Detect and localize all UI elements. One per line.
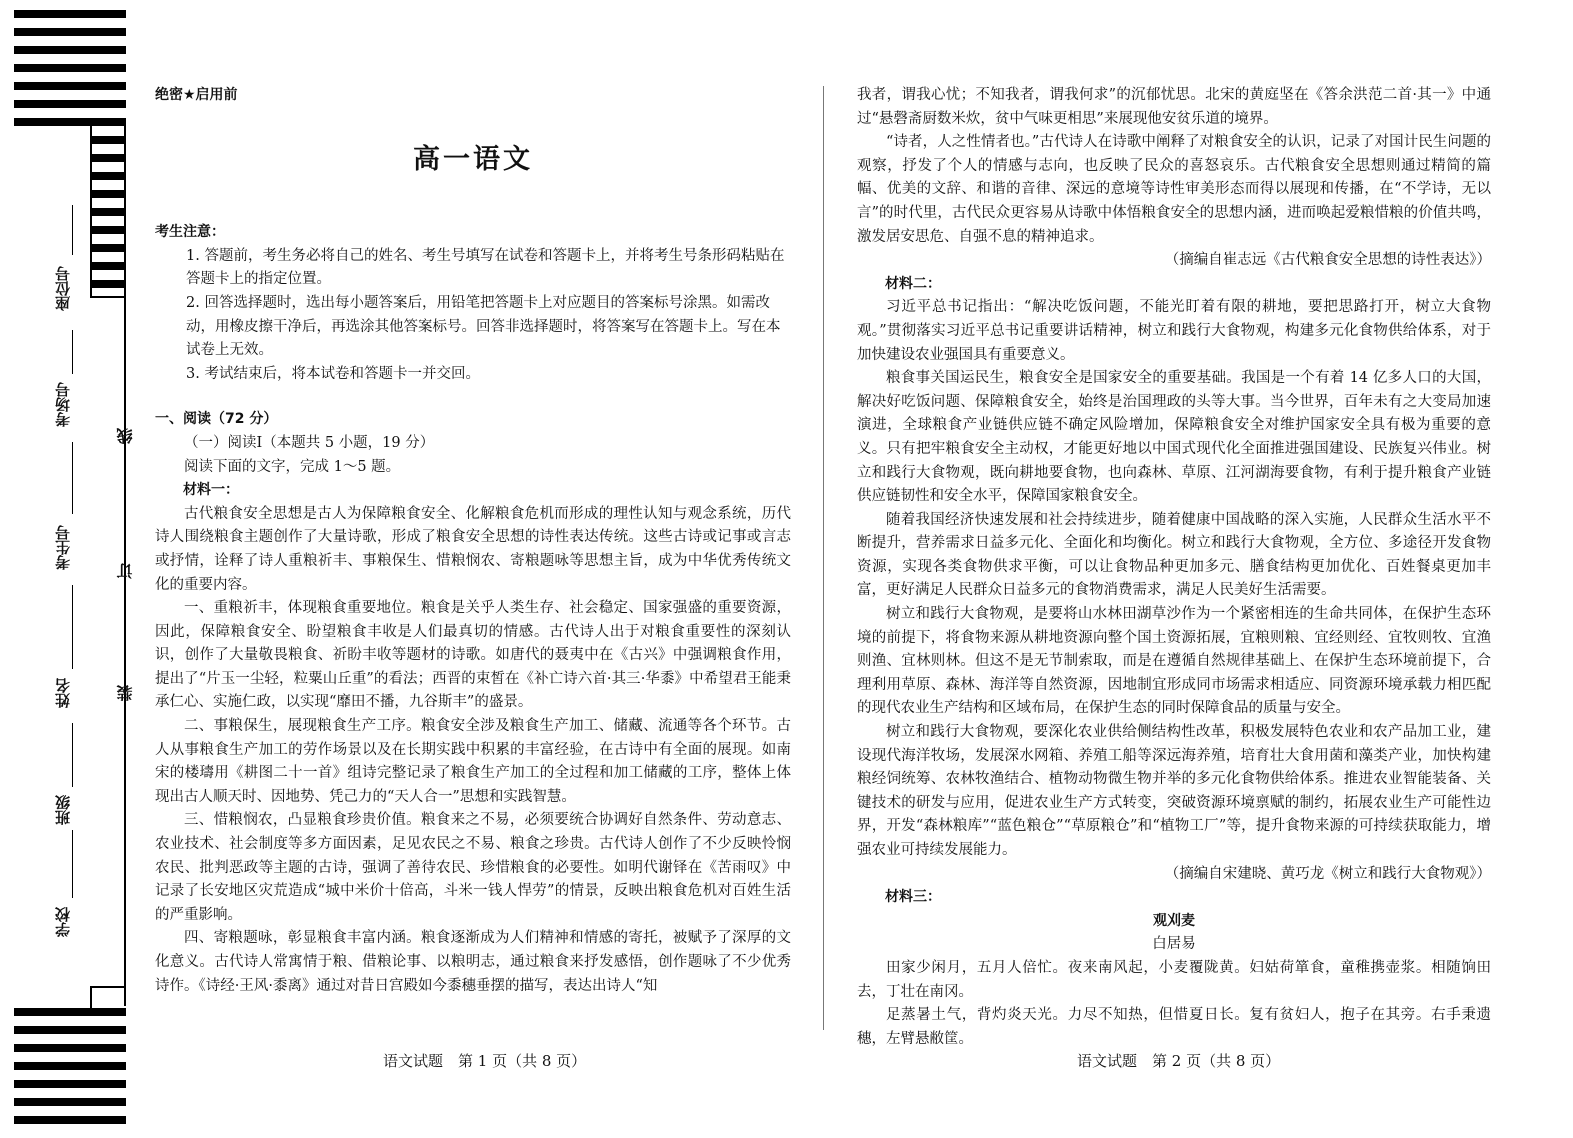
notice-item: 1. 答题前，考生务必将自己的姓名、考生号填写在试卷和答题卡上，并将考生号条形码粘贴在答题卡上的指定位置。 <box>186 247 785 288</box>
cut-mark-line: 线 <box>116 428 135 444</box>
stripe <box>90 136 126 144</box>
paragraph: 树立和践行大食物观，是要将山水林田湖草沙作为一个紧密相连的生命共同体，在保护生态环境的前提下，将食物来源从耕地资源向整个国土资源拓展，宜粮则粮、宜经则经、宜牧则牧、宜渔则渔、宜林则林。但这不是无节制索取，而是在遵循自然规律基础上、在保护生态环境前提下，合理利用草原、森林、海洋等自然资源，因地制宜形成同市场需求相适应、同资源环境承载力相匹配的现代农业生产结构和区域布局，在保护生态的同时保障食品的质量与安全。 <box>857 606 1491 717</box>
poem-author: 白居易 <box>1152 936 1196 953</box>
stripe <box>90 226 126 234</box>
stripe <box>14 1044 126 1052</box>
page-2-footer: 语文试题 第 2 页（共 8 页） <box>1077 1052 1281 1070</box>
cut-mark-bind: 订 <box>116 563 135 579</box>
stripe <box>14 46 126 54</box>
stripe <box>90 280 126 288</box>
stripe <box>14 10 126 18</box>
stripe <box>14 1008 126 1016</box>
border-line <box>90 986 126 988</box>
stripe <box>90 208 126 216</box>
border-line <box>90 988 92 1008</box>
confidential-mark: 绝密★启用前 <box>155 87 238 103</box>
stripe <box>14 1080 126 1088</box>
material-3-label: 材料三： <box>885 889 941 906</box>
paragraph: 一、重粮祈丰，体现粮食重要地位。粮食是关乎人类生存、社会稳定、国家强盛的重要资源，因此，保障粮食安全、盼望粮食丰收是人们最真切的情感。古代诗人出于对粮食重要性的深刻认识，创作了大量敬畏粮食、祈盼丰收等题材的诗歌。如唐代的聂夷中在《古兴》中强调粮食作用，提出了“片玉一尘轻，粒粟山丘重”的看法；西晋的束皙在《补亡诗六首·其三·华黍》中希望君王能秉承仁心、实施仁政，以实现“靡田不播，九谷斯丰”的盛景。 <box>155 600 791 711</box>
seat-number-line[interactable] <box>72 205 73 255</box>
paragraph: 二、事粮保生，展现粮食生产工序。粮食安全涉及粮食生产加工、储藏、流通等各个环节。古人从事粮食生产加工的劳作场景以及在长期实践中积累的丰富经验，在古诗中有全面的展现。如南宋的楼璹用《耕图二十一首》组诗完整记录了粮食生产加工的全过程和加工储藏的工序，整体上体现出古人顺天时、因地势、凭己力的“天人合一”思想和实践智慧。 <box>155 718 791 805</box>
stripe <box>14 82 126 90</box>
stripe <box>90 154 126 162</box>
paragraph: 三、惜粮悯农，凸显粮食珍贵价值。粮食来之不易，必须要统合协调好自然条件、劳动意志、农业技术、社会制度等多方面因素，足见农民之不易、粮食之珍贵。古代诗人创作了不少反映怜悯农民、批判恶政等主题的古诗，强调了善待农民、珍惜粮食的必要性。如明代谢铎在《苦雨叹》中记录了长安地区灾荒造成“城中米价十倍高，斗米一钱人悍劳”的情景，反映出粮食危机对百姓生活的严重影响。 <box>155 812 791 923</box>
stripe <box>14 64 126 72</box>
stripe <box>14 118 126 126</box>
school-line[interactable] <box>72 830 73 898</box>
border-line <box>90 296 126 298</box>
citation: （摘编自宋建晓、黄巧龙《树立和践行大食物观》） <box>1164 865 1491 882</box>
page-divider <box>823 86 824 1030</box>
stripe <box>90 172 126 180</box>
stripe <box>14 1116 126 1124</box>
page-1 <box>155 84 791 998</box>
paragraph: “诗者，人之性情者也。”古代诗人在诗歌中阐释了对粮食安全的认识，记录了对国计民生问题的观察，抒发了个人的情感与志向，也反映了民众的喜怒哀乐。古代粮食安全思想则通过精简的篇幅、优美的文辞、和谐的音律、深远的意境等诗性审美形态而得以展现和传播，在“不学诗，无以言”的时代里，古代民众更容易从诗歌中体悟粮食安全的思想内涵，进而唤起爱粮惜粮的价值共鸣，激发居安思危、自强不息的精神追求。 <box>857 134 1491 245</box>
paragraph: 随着我国经济快速发展和社会持续进步，随着健康中国战略的深入实施，人民群众生活水平不断提升，营养需求日益多元化、全面化和均衡化。树立和践行大食物观，全方位、多途径开发食物资源，实现各类食物供求平衡，可以让食物品种更加多元、膳食结构更加优化、百姓餐桌更加丰富，更好满足人民群众日益多元的食物消费需求，满足人民美好生活需要。 <box>857 511 1491 599</box>
candidate-number-line[interactable] <box>72 442 73 514</box>
exam-title: 高一语文 <box>413 143 533 175</box>
stripe <box>14 1026 126 1034</box>
room-number-line[interactable] <box>72 330 73 374</box>
cut-mark-pack: 装 <box>116 685 135 701</box>
citation: （摘编自崔志远《古代粮食安全思想的诗性表达》） <box>1164 252 1491 269</box>
notice-item: 3. 考试结束后，将本试卷和答题卡一并交回。 <box>186 365 480 382</box>
page-1-footer: 语文试题 第 1 页（共 8 页） <box>383 1052 587 1070</box>
paragraph: 我者，谓我心忧；不知我者，谓我何求”的沉郁忧思。北宋的黄庭坚在《答余洪范二首·其一》中通过“悬磬斋厨数米炊，贫中气味更相思”来展现他安贫乐道的境界。 <box>857 87 1491 127</box>
stripe <box>90 244 126 252</box>
candidate-number-label: 考生号 <box>54 525 72 570</box>
room-number-label: 考场号 <box>54 382 72 427</box>
poem-title: 观刈麦 <box>1153 912 1195 929</box>
paragraph: 粮食事关国运民生，粮食安全是国家安全的重要基础。我国是一个有着 14 亿多人口的大国，解决好吃饭问题、保障粮食安全，始终是治国理政的头等大事。当今世界，百年未有之大变局加速演进，全球粮食产业链供应链不确定风险增加，保障粮食安全对维护国家安全具有极为重要的意义。只有把牢粮食安全主动权，才能更好地以中国式现代化全面推进强国建设、民族复兴伟业。树立和践行大食物观，既向耕地要食物，也向森林、草原、江河湖海要食物，有利于提升粮食产业链供应链韧性和安全水平，保障国家粮食安全。 <box>857 370 1491 505</box>
name-label: 姓名 <box>54 678 72 708</box>
notice-heading: 考生注意： <box>155 224 225 241</box>
stripe <box>14 28 126 36</box>
notice-item: 2. 回答选择题时，选出每小题答案后，用铅笔把答题卡上对应题目的答案标号涂黑。如需改动，用橡皮擦干净后，再选涂其他答案标号。回答非选择题时，将答案写在答题卡上。写在本试卷上无效。 <box>186 294 781 359</box>
paragraph: 树立和践行大食物观，要深化农业供给侧结构性改革，积极发展特色农业和农产品加工业，建设现代海洋牧场，发展深水网箱、养殖工船等深远海养殖，培育壮大食用菌和藻类产业，加快构建粮经饲统筹、农林牧渔结合、植物动物微生物并举的多元化食物供给体系。推进农业智能装备、关键技术的研发与应用，促进农业生产方式转变，突破资源环境禀赋的制约，拓展农业生产可能性边界，开发“森林粮库”“蓝色粮仓”“草原粮仓”和“植物工厂”等，提升食物来源的可持续获取能力，增强农业可持续发展能力。 <box>857 724 1491 858</box>
paragraph: 习近平总书记指出：“解决吃饭问题，不能光盯着有限的耕地，要把思路打开，树立大食物观。”贯彻落实习近平总书记重要讲话精神，树立和践行大食物观，构建多元化食物供给体系，对于加快建设农业强国具有重要意义。 <box>857 299 1491 363</box>
border-line <box>90 126 92 296</box>
stripe <box>90 262 126 270</box>
stripe <box>14 1098 126 1106</box>
school-label: 学校 <box>54 907 72 937</box>
material-1-label: 材料一： <box>183 482 239 499</box>
stripe <box>14 1062 126 1070</box>
material-2-label: 材料二： <box>885 275 941 292</box>
stripe <box>90 190 126 198</box>
page-2 <box>857 84 1491 1051</box>
class-label: 班级 <box>54 795 72 825</box>
instruction: 阅读下面的文字，完成 1～5 题。 <box>184 458 401 475</box>
seat-number-label: 座位号 <box>54 266 72 311</box>
stripe <box>14 100 126 108</box>
paragraph: 四、寄粮题咏，彰显粮食丰富内涵。粮食逐渐成为人们精神和情感的寄托，被赋予了深厚的文化意义。古代诗人常寓情于粮、借粮论事、以粮明志，通过粮食来抒发感悟，创作题咏了不少优秀诗作。《诗经·王风·黍离》通过对昔日宫殿如今黍穗垂摆的描写，表达出诗人“知 <box>155 930 791 994</box>
name-line[interactable] <box>72 585 73 669</box>
subsection-heading: （一）阅读Ⅰ（本题共 5 小题，19 分） <box>184 434 435 451</box>
poem-line: 田家少闲月，五月人倍忙。夜来南风起，小麦覆陇黄。妇姑荷箪食，童稚携壶浆。相随饷田去，丁壮在南冈。 <box>857 959 1491 1000</box>
binding-margin <box>14 10 135 1128</box>
section-heading: 一、阅读（72 分） <box>155 411 278 428</box>
paragraph: 古代粮食安全思想是古人为保障粮食安全、化解粮食危机而形成的理性认知与观念系统，历代诗人围绕粮食主题创作了大量诗歌，形成了粮食安全思想的诗性表达传统。这些古诗或记事或言志或抒情，诠释了诗人重粮祈丰、事粮保生、惜粮悯农、寄粮题咏等思想主旨，成为中华优秀传统文化的重要内容。 <box>155 505 791 593</box>
class-line[interactable] <box>72 723 73 787</box>
poem-line: 足蒸暑土气，背灼炎天光。力尽不知热，但惜夏日长。复有贫妇人，抱子在其旁。右手秉遗穗，左臂悬敝筐。 <box>857 1007 1491 1047</box>
